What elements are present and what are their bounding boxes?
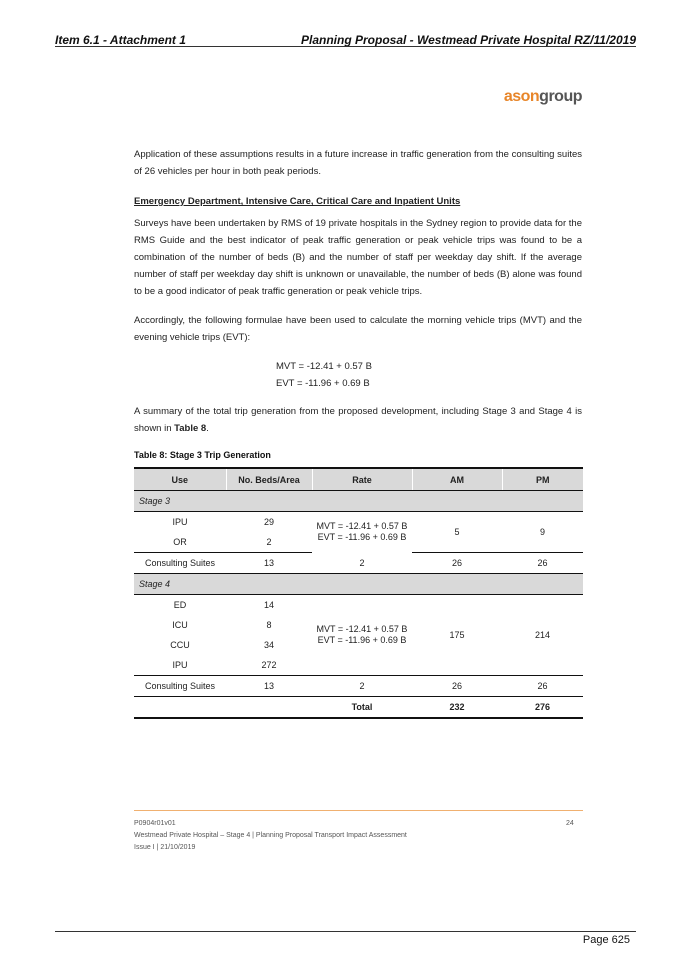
cell-beds: 13 xyxy=(226,676,312,697)
header-left-title: Item 6.1 - Attachment 1 xyxy=(55,33,186,47)
cell-beds: 14 xyxy=(263,600,274,610)
paragraph-consulting-increase xyxy=(134,146,582,180)
table-caption: Table 8: Stage 3 Trip Generation xyxy=(134,450,271,460)
cell-use: IPU xyxy=(172,517,188,527)
logo-part-ason: ason xyxy=(503,88,540,105)
table-row xyxy=(134,676,583,697)
header-rate: Rate xyxy=(312,468,412,491)
total-am: 232 xyxy=(412,697,502,719)
cell-use: ED xyxy=(173,600,187,610)
summary-end: . xyxy=(206,423,209,434)
paragraph-text: Surveys have been undertaken by RMS of 19 private hospitals in the Sydney region to provide data for the RMS Guide and the best indicator of peak traffic generation or peak vehicle trips was found to be a combination of the number of beds (B) and the number of staff per weekday day shift. If the average number of staff per weekday day shift is unknown or unavailable, the number of beds (B) alone was found to be a good indicator of peak traffic generation or peak vehicle trips. xyxy=(134,218,582,297)
cell-am: 5 xyxy=(412,512,502,553)
header-use: Use xyxy=(134,468,226,491)
cell-am: 26 xyxy=(412,676,502,697)
cell-beds: 272 xyxy=(226,655,312,676)
paragraph-text: Accordingly, the following formulae have been used to calculate the morning vehicle trips (MVT) and the evening vehicle trips (EVT): xyxy=(134,315,582,343)
footer-doc-id: P0904r01v01 xyxy=(134,820,176,827)
stage3-section-row xyxy=(134,491,583,512)
cell-rate: 2 xyxy=(312,676,412,697)
stage4-section-row xyxy=(134,574,583,595)
cell-use: ICU xyxy=(172,620,188,630)
cell-pm: 214 xyxy=(502,595,583,676)
section-heading: Emergency Department, Intensive Care, Critical Care and Inpatient Units xyxy=(134,196,461,207)
cell-rate xyxy=(312,512,412,553)
formula-mvt: MVT = -12.41 + 0.57 B xyxy=(276,361,372,372)
paragraph-surveys xyxy=(134,215,582,300)
stage4-label: Stage 4 xyxy=(134,574,583,595)
paragraph-summary xyxy=(134,403,582,437)
stage3-label: Stage 3 xyxy=(134,491,583,512)
header-right-title: Planning Proposal - Westmead Private Hospital RZ/11/2019 xyxy=(301,33,636,47)
table-row xyxy=(134,553,583,574)
cell-pm: 26 xyxy=(502,553,583,574)
cell-beds: 2 xyxy=(226,532,312,553)
page-number-label: Page 625 xyxy=(582,934,630,946)
cell-use: OR xyxy=(134,532,226,553)
cell-use: Consulting Suites xyxy=(134,553,226,574)
paragraph-text: Application of these assumptions results in a future increase in traffic generation from the consulting suites of 26 vehicles per hour in both peak periods. xyxy=(134,149,582,177)
footer-issue: Issue I | 21/10/2019 xyxy=(134,844,196,851)
cell-beds: 8 xyxy=(266,620,272,630)
header-divider xyxy=(55,46,636,47)
header-pm: PM xyxy=(502,468,583,491)
rate-mvt: MVT = -12.41 + 0.57 B xyxy=(316,624,408,634)
cell-am: 175 xyxy=(412,595,502,676)
footer-divider xyxy=(134,810,583,811)
logo-part-group: group xyxy=(539,88,582,105)
cell-beds: 29 xyxy=(263,517,274,527)
cell-pm: 9 xyxy=(502,512,583,553)
table-reference: Table 8 xyxy=(174,423,207,434)
cell-empty xyxy=(134,697,226,719)
cell-rate xyxy=(312,595,412,676)
header-am: AM xyxy=(412,468,502,491)
paragraph-text xyxy=(134,403,582,437)
cell-use: CCU xyxy=(170,640,190,650)
cell-pm: 26 xyxy=(502,676,583,697)
cell-rate: 2 xyxy=(312,553,412,574)
trip-generation-table xyxy=(134,467,583,719)
formula-evt: EVT = -11.96 + 0.69 B xyxy=(276,378,370,389)
page-bottom-divider xyxy=(55,931,636,932)
rate-evt: EVT = -11.96 + 0.69 B xyxy=(317,532,407,543)
table-row xyxy=(134,595,583,616)
table-header-row xyxy=(134,468,583,491)
formula-block xyxy=(276,358,372,392)
footer-doc-title: Westmead Private Hospital – Stage 4 | Planning Proposal Transport Impact Assessment xyxy=(134,832,407,839)
company-logo xyxy=(504,88,582,106)
cell-am: 26 xyxy=(412,553,502,574)
cell-use: Consulting Suites xyxy=(134,676,226,697)
total-pm: 276 xyxy=(502,697,583,719)
header-beds: No. Beds/Area xyxy=(226,468,312,491)
footer-page-number: 24 xyxy=(566,820,574,827)
table-row xyxy=(134,512,583,533)
cell-beds: 34 xyxy=(263,640,274,650)
cell-use: IPU xyxy=(134,655,226,676)
cell-empty xyxy=(226,697,312,719)
rate-mvt: MVT = -12.41 + 0.57 B xyxy=(316,521,408,532)
total-row xyxy=(134,697,583,719)
cell-beds: 13 xyxy=(226,553,312,574)
rate-evt: EVT = -11.96 + 0.69 B xyxy=(317,635,407,645)
total-label: Total xyxy=(312,697,412,719)
summary-text: A summary of the total trip generation from the proposed development, including Stage 3 and Stage 4 is shown in xyxy=(134,406,582,434)
paragraph-formulae-intro xyxy=(134,312,582,346)
